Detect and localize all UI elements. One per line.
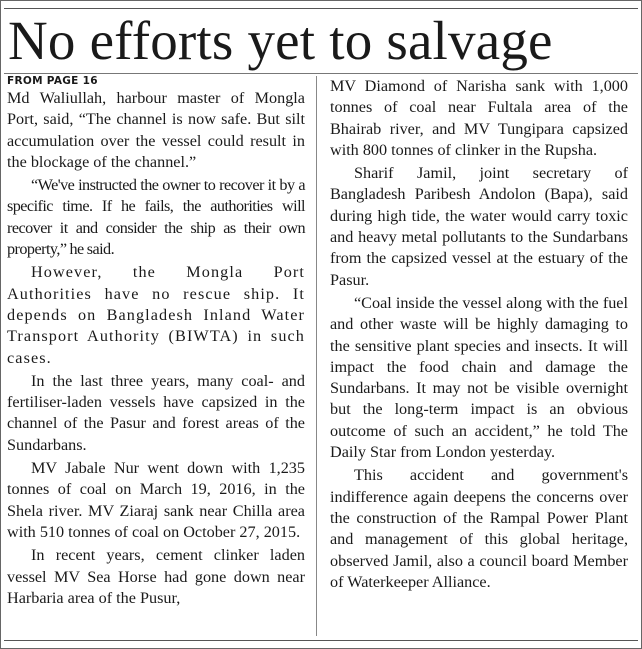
paragraph: In the last three years, many coal- and fertiliser-laden vessels have capsized in the channel of the Pasur and forest areas of the Sundarbans. — [7, 371, 305, 454]
top-rule — [4, 8, 638, 9]
continuation-label: FROM PAGE 16 — [7, 75, 98, 87]
paragraph — [7, 262, 305, 368]
bottom-rule — [4, 640, 638, 641]
column-divider — [316, 76, 317, 636]
headline: No efforts yet to salvage — [8, 10, 553, 71]
paragraph: “We've instructed the owner to recover it by a specific time. If he fails, the authorities will recover it and consider the ship as their own property,” he said. — [7, 176, 305, 259]
paragraph: “Coal inside the vessel along with the fuel and other waste will be highly damaging to the sensitive plant species and insects. It will impact the food chain and damage the Sundarbans. It may not be visible overnight but the long-term impact is an obvious outcome of such an accident,” he told The Daily Star from London yesterday. — [330, 293, 628, 462]
paragraph-text: However, the Mongla Port Authorities have no rescue ship. It depends on Bangladesh Inland Water Transport Authority (BIWTA) in such cases. — [7, 263, 305, 367]
paragraph: Sharif Jamil, joint secretary of Bangladesh Paribesh Andolon (Bapa), said during high tide, the water would carry toxic and heavy metal pollutants to the Sundarbans from the capsized vessel at the estuary of the Pasur. — [330, 164, 628, 289]
left-column — [7, 74, 305, 611]
paragraph: In recent years, cement clinker laden vessel MV Sea Horse had gone down near Harbaria area of the Pusur, — [7, 546, 305, 607]
paragraph: MV Diamond of Narisha sank with 1,000 tonnes of coal near Fultala area of the Bhairab river, and MV Tungipara capsized with 800 tonnes of clinker in the Rupsha. — [330, 77, 628, 159]
paragraph: Md Waliullah, harbour master of Mongla Port, said, “The channel is now safe. But silt accumulation over the vessel could result in the blockage of the channel.” — [7, 89, 305, 171]
paragraph: MV Jabale Nur went down with 1,235 tonnes of coal on March 19, 2016, in the Shela river. MV Ziaraj sank near Chilla area with 510 tonnes of coal on October 27, 2015. — [7, 459, 305, 541]
paragraph: This accident and government's indifference again deepens the concerns over the construction of the Rampal Power Plant and management of this global heritage, observed Jamil, also a council board Member of Waterkeeper Alliance. — [330, 466, 628, 591]
right-column — [330, 76, 628, 595]
